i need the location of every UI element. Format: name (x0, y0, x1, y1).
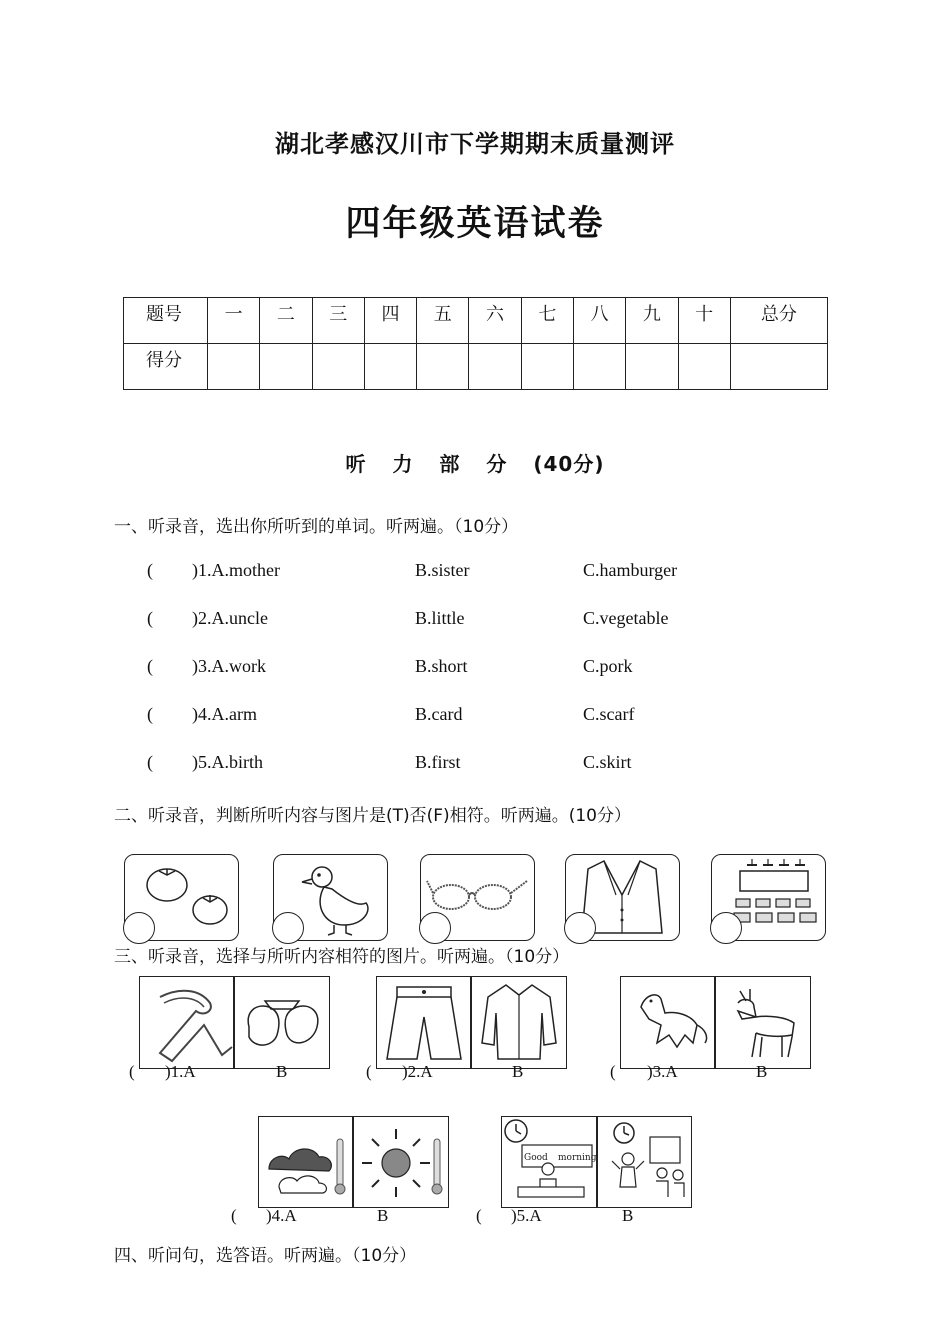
listening-heading-text: 听 力 部 分 (345, 452, 517, 476)
col-header: 六 (469, 298, 521, 344)
cloudy-icon (259, 1117, 352, 1207)
col-header: 三 (312, 298, 364, 344)
horse-icon (621, 977, 714, 1068)
board-text-good: Good (524, 1153, 548, 1163)
score-cell[interactable] (626, 344, 678, 390)
q3-label-a: )2.A (402, 1062, 433, 1081)
q3-label-a: )1.A (165, 1062, 196, 1081)
shorts-icon (377, 977, 470, 1068)
q3-4-picture-a-cloudy (258, 1116, 353, 1208)
q2-answer-circle[interactable] (123, 912, 155, 944)
answer-paren[interactable]: ( (147, 608, 153, 628)
q2-answer-circle[interactable] (564, 912, 596, 944)
goat-icon (716, 977, 810, 1068)
q3-label-a: )3.A (647, 1062, 678, 1081)
q2-answer-circle[interactable] (710, 912, 742, 944)
q3-1-picture-a-scarf (139, 976, 234, 1069)
exam-subtitle: 四年级英语试卷 (345, 204, 605, 244)
q3-label-b: B (622, 1206, 634, 1225)
q3-label-b: B (756, 1062, 768, 1081)
option-a: )5.A.birth (192, 752, 263, 772)
option-b: B.little (415, 608, 465, 628)
score-cell[interactable] (469, 344, 521, 390)
option-b: B.card (415, 704, 463, 724)
q3-label-b: B (276, 1062, 288, 1081)
q3-answer-paren[interactable]: ( (129, 1062, 135, 1081)
listening-section-heading (0, 448, 950, 477)
score-cell[interactable] (260, 344, 312, 390)
score-cell[interactable] (573, 344, 625, 390)
score-cell[interactable] (208, 344, 260, 390)
col-header: 总分 (730, 298, 827, 344)
teacher-board-icon (502, 1117, 596, 1207)
q3-label-b: B (377, 1206, 389, 1225)
q2-title: 二、听录音，判断所听内容与图片是(T)否(F)相符。听两遍。(10分） (114, 806, 631, 826)
q4-title: 四、听问句，选答语。听两遍。（10分） (114, 1246, 417, 1266)
col-header: 十 (678, 298, 730, 344)
students-icon (598, 1117, 691, 1207)
answer-paren[interactable]: ( (147, 560, 153, 580)
q3-label-b: B (512, 1062, 524, 1081)
mittens-icon (235, 977, 329, 1068)
col-header: 二 (260, 298, 312, 344)
scarf-icon (140, 977, 233, 1068)
q1-item (0, 704, 950, 728)
q3-1-picture-b-mittens (234, 976, 330, 1069)
option-a: )1.A.mother (192, 560, 280, 580)
q1-item (0, 608, 950, 632)
q3-answer-paren[interactable]: ( (231, 1206, 237, 1225)
q1-item (0, 656, 950, 680)
row-label: 得分 (124, 344, 208, 390)
option-a: )3.A.work (192, 656, 266, 676)
score-cell[interactable] (521, 344, 573, 390)
q1-item (0, 560, 950, 584)
col-header: 四 (364, 298, 416, 344)
q2-answer-circle[interactable] (272, 912, 304, 944)
score-cell[interactable] (312, 344, 364, 390)
score-cell[interactable] (364, 344, 416, 390)
q3-title: 三、听录音，选择与所听内容相符的图片。听两遍。（10分） (114, 947, 570, 967)
col-header: 八 (573, 298, 625, 344)
score-cell[interactable] (417, 344, 469, 390)
q3-4-picture-b-sunny (353, 1116, 449, 1208)
option-c: C.vegetable (583, 608, 669, 628)
option-b: B.first (415, 752, 461, 772)
q1-title: 一、听录音，选出你所听到的单词。听两遍。（10分） (114, 517, 519, 537)
answer-paren[interactable]: ( (147, 704, 153, 724)
q3-answer-paren[interactable]: ( (476, 1206, 482, 1225)
answer-paren[interactable]: ( (147, 656, 153, 676)
q3-label-a: )5.A (511, 1206, 542, 1225)
option-b: B.short (415, 656, 468, 676)
exam-title: 湖北孝感汉川市下学期期末质量测评 (275, 130, 675, 158)
score-table-header-row (124, 298, 828, 344)
q3-5-picture-a-good-morning (501, 1116, 597, 1208)
q2-answer-circle[interactable] (419, 912, 451, 944)
score-cell[interactable] (678, 344, 730, 390)
option-c: C.hamburger (583, 560, 678, 580)
answer-paren[interactable]: ( (147, 752, 153, 772)
score-cell[interactable] (730, 344, 827, 390)
option-a: )2.A.uncle (192, 608, 268, 628)
col-header: 题号 (124, 298, 208, 344)
col-header: 七 (521, 298, 573, 344)
coat-icon (472, 977, 566, 1068)
col-header: 九 (626, 298, 678, 344)
col-header: 一 (208, 298, 260, 344)
q3-2-picture-a-shorts (376, 976, 471, 1069)
q3-3-picture-a-horse (620, 976, 715, 1069)
q1-item (0, 752, 950, 776)
q3-answer-paren[interactable]: ( (610, 1062, 616, 1081)
option-a: )4.A.arm (192, 704, 257, 724)
col-header: 五 (417, 298, 469, 344)
option-c: C.pork (583, 656, 633, 676)
q3-label-a: )4.A (266, 1206, 297, 1225)
score-table (123, 297, 828, 390)
listening-points: (40分) (533, 452, 605, 476)
q3-2-picture-b-coat (471, 976, 567, 1069)
score-table-score-row (124, 344, 828, 390)
board-text-morning: morning (558, 1153, 596, 1163)
q3-answer-paren[interactable]: ( (366, 1062, 372, 1081)
option-c: C.skirt (583, 752, 632, 772)
option-b: B.sister (415, 560, 470, 580)
sun-icon (354, 1117, 448, 1207)
option-c: C.scarf (583, 704, 635, 724)
q3-5-picture-b-classroom-scene (597, 1116, 692, 1208)
q3-3-picture-b-goat (715, 976, 811, 1069)
